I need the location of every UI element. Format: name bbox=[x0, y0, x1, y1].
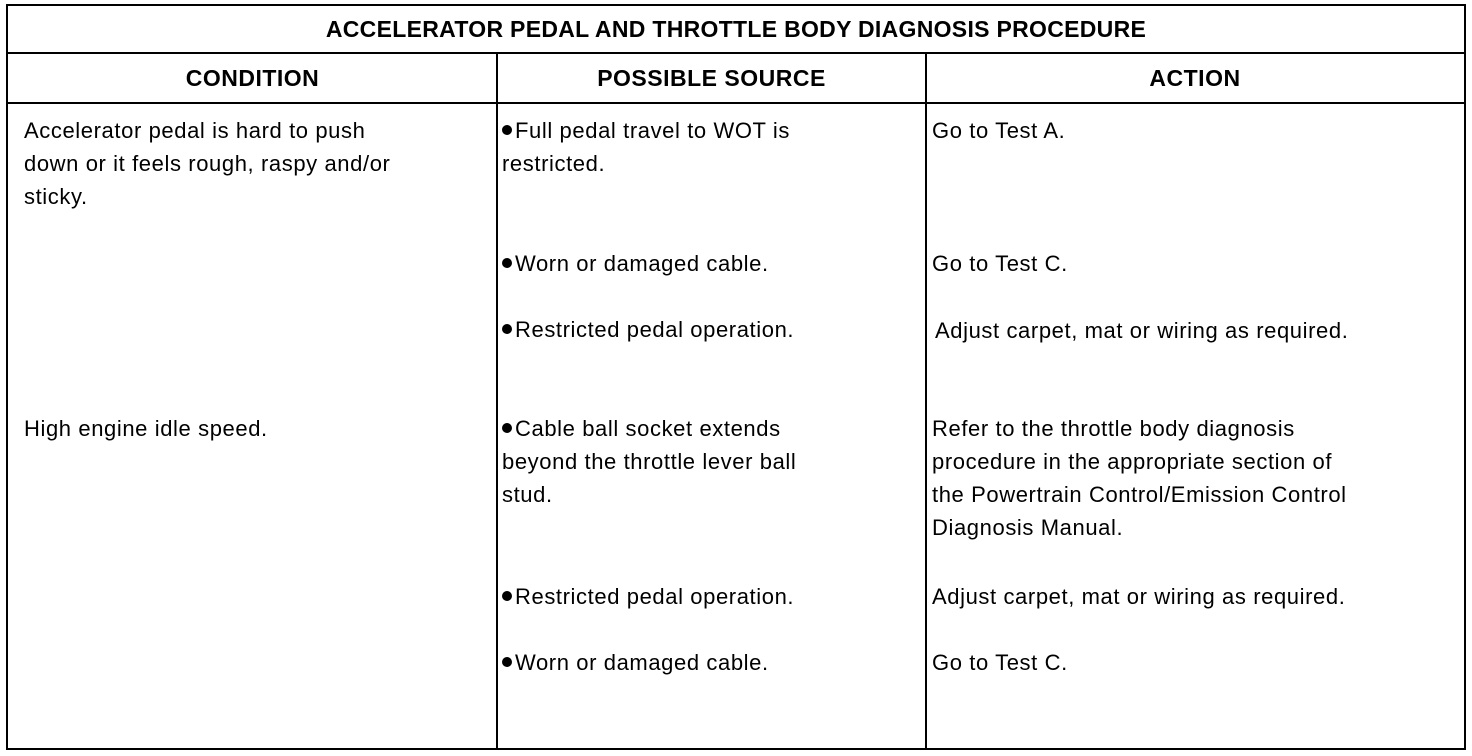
row-4-action-line-1: Refer to the throttle body diagnosis bbox=[932, 416, 1295, 441]
row-5-source-line-1: Restricted pedal operation. bbox=[515, 584, 795, 609]
row-3-source-line-1: Restricted pedal operation. bbox=[515, 317, 795, 342]
row-5-action-line-1: Adjust carpet, mat or wiring as required. bbox=[932, 584, 1346, 609]
row-4-condition bbox=[24, 412, 268, 445]
row-6-action-line-1: Go to Test C. bbox=[932, 650, 1068, 675]
row-4-condition-line-1: High engine idle speed. bbox=[24, 416, 268, 441]
table-title: ACCELERATOR PEDAL AND THROTTLE BODY DIAGNOSIS PROCEDURE bbox=[8, 6, 1464, 54]
row-6-source-line-1: Worn or damaged cable. bbox=[515, 650, 769, 675]
row-2-source bbox=[502, 247, 769, 280]
row-1-action-line-1: Go to Test A. bbox=[932, 118, 1066, 143]
bullet-icon bbox=[502, 423, 512, 433]
bullet-icon bbox=[502, 324, 512, 334]
row-1-source-line-2: restricted. bbox=[502, 151, 606, 176]
row-3-source bbox=[502, 313, 794, 346]
row-4-source bbox=[502, 412, 796, 511]
header-condition: CONDITION bbox=[185, 64, 320, 91]
row-4-action-line-3: the Powertrain Control/Emission Control bbox=[932, 482, 1347, 507]
bullet-icon bbox=[502, 258, 512, 268]
column-divider-1 bbox=[496, 54, 498, 748]
row-4-source-line-3: stud. bbox=[502, 482, 553, 507]
row-6-action bbox=[932, 646, 1068, 679]
header-possible-source: POSSIBLE SOURCE bbox=[597, 64, 826, 91]
row-1-condition-line-1: Accelerator pedal is hard to push bbox=[24, 118, 366, 143]
row-4-action-line-4: Diagnosis Manual. bbox=[932, 515, 1124, 540]
row-5-action bbox=[932, 580, 1345, 613]
column-divider-2 bbox=[925, 54, 927, 748]
row-5-source bbox=[502, 580, 794, 613]
header-row bbox=[8, 54, 1464, 104]
row-4-source-line-2: beyond the throttle lever ball bbox=[502, 449, 797, 474]
row-1-source-line-1: Full pedal travel to WOT is bbox=[515, 118, 790, 143]
row-2-action bbox=[932, 247, 1068, 280]
bullet-icon bbox=[502, 591, 512, 601]
row-1-condition-line-3: sticky. bbox=[24, 184, 88, 209]
row-4-action bbox=[932, 412, 1347, 544]
row-1-condition-line-2: down or it feels rough, raspy and/or bbox=[24, 151, 391, 176]
bullet-icon bbox=[502, 125, 512, 135]
row-4-source-line-1: Cable ball socket extends bbox=[515, 416, 781, 441]
row-2-source-line-1: Worn or damaged cable. bbox=[515, 251, 769, 276]
diagnosis-table bbox=[6, 4, 1466, 750]
row-1-condition bbox=[24, 114, 390, 213]
row-3-action bbox=[935, 314, 1348, 347]
row-3-action-line-1: Adjust carpet, mat or wiring as required. bbox=[935, 318, 1349, 343]
bullet-icon bbox=[502, 657, 512, 667]
header-action: ACTION bbox=[1149, 64, 1241, 91]
row-1-source bbox=[502, 114, 790, 180]
row-2-action-line-1: Go to Test C. bbox=[932, 251, 1068, 276]
row-6-source bbox=[502, 646, 769, 679]
row-4-action-line-2: procedure in the appropriate section of bbox=[932, 449, 1333, 474]
row-1-action bbox=[932, 114, 1065, 147]
